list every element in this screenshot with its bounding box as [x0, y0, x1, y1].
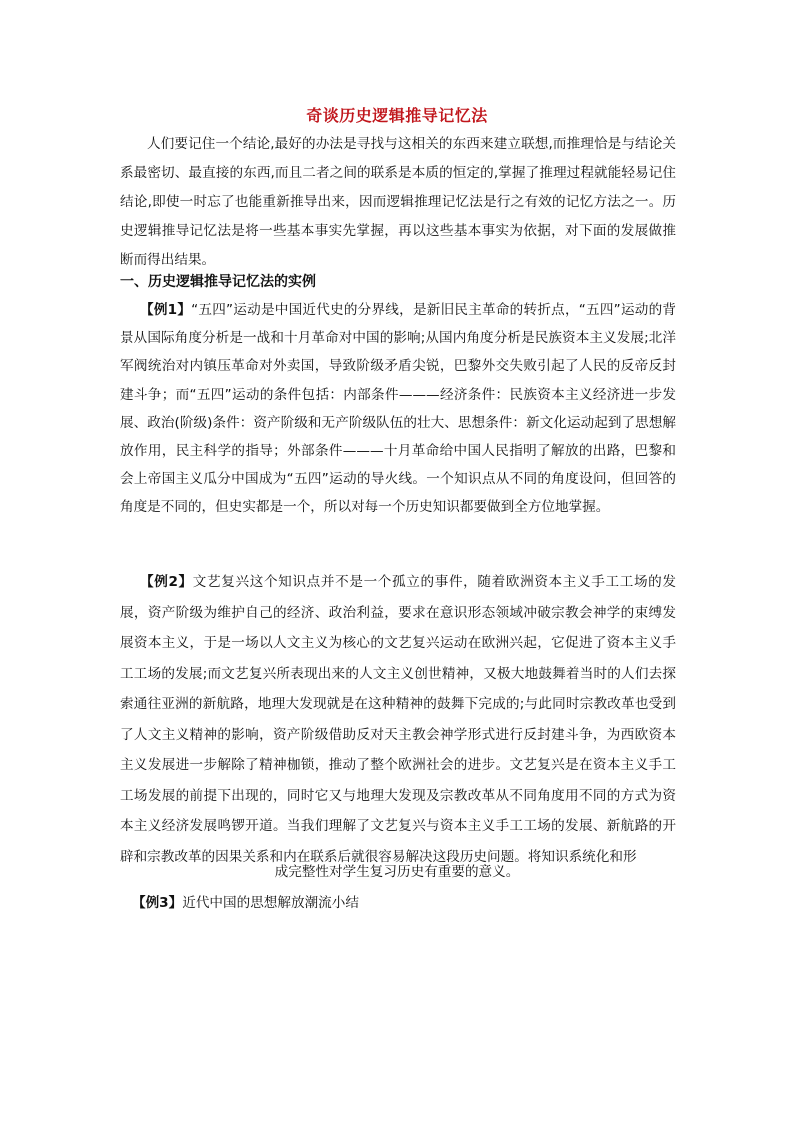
page-title: 奇谈历史逻辑推导记忆法 — [306, 106, 488, 125]
example-1-tag: 【例1】 — [140, 302, 192, 318]
example-3-text: 近代中国的思想解放潮流小结 — [182, 895, 359, 911]
example-2-tag: 【例2】 — [140, 574, 193, 590]
example-2-paragraph — [120, 567, 676, 872]
example-1-paragraph — [120, 296, 676, 522]
example-2-text: 文艺复兴这个知识点并不是一个孤立的事件，随着欧洲资本主义手工工场的发展，资产阶级为维护自己的经济、政治利益，要求在意识形态领域冲破宗教会神学的束缚发展资本主义，于是一场以人文主义为核心的文艺复兴运动在欧洲兴起，它促进了资本主义手工工场的发展;而文艺复兴所表现出来的人文主义创世精神，又极大地鼓舞着当时的人们去探索通往亚洲的新航路，地理大发现就是在这种精神的鼓舞下完成的;与此同时宗教改革也受到了人文主义精神的影响，资产阶级借助反对天主教会神学形式进行反封建斗争，为西欧资本主义发展进一步解除了精神枷锁，推动了整个欧洲社会的进步。文艺复兴是在资本主义手工工场发展的前提下出现的，同时它又与地理大发现及宗教改革从不同角度用不同的方式为资本主义经济发展鸣锣开道。当我们理解了文艺复兴与资本主义手工工场的发展、新航路的开辟和宗教改革的因果关系和内在联系后就很容易解决这段历史问题。将知识系统化和形 — [120, 574, 676, 865]
example-1-text: “五四”运动是中国近代史的分界线，是新旧民主革命的转折点，“五四”运动的背景从国际角度分析是一战和十月革命对中国的影响;从国内角度分析是民族资本主义发展;北洋军阀统治对内镇压革命对外卖国，导致阶级矛盾尖锐，巴黎外交失败引起了人民的反帝反封建斗争；而“五四”运动的条件包括：内部条件———经济条件：民族资本主义经济进一步发展、政治(阶级)条件：资产阶级和无产阶级队伍的壮大、思想条件：新文化运动起到了思想解放作用，民主科学的指导；外部条件———十月革命给中国人民指明了解放的出路，巴黎和会上帝国主义瓜分中国成为“五四”运动的导火线。一个知识点从不同的角度设问，但回答的角度是不同的，但史实都是一个，所以对每一个历史知识都要做到全方位地掌握。 — [120, 302, 676, 516]
section-heading: 一、历史逻辑推导记忆法的实例 — [120, 274, 316, 290]
example-3-tag: 【例3】 — [132, 895, 183, 911]
intro-paragraph: 人们要记住一个结论,最好的办法是寻找与这相关的东西来建立联想,而推理恰是与结论关系最密切、最直接的东西,而且二者之间的联系是本质的恒定的,掌握了推理过程就能轻易记住结论,即使一时忘了也能重新推导出来，因而逻辑推理记忆法是行之有效的记忆方法之一。历史逻辑推导记忆法是将一些基本事实先掌握，再以这些基本事实为依据，对下面的发展做推断而得出结果。 — [120, 136, 676, 268]
example-3-paragraph — [132, 891, 359, 915]
example-2-tail-line: 成完整性对学生复习历史有重要的意义。 — [274, 864, 520, 880]
